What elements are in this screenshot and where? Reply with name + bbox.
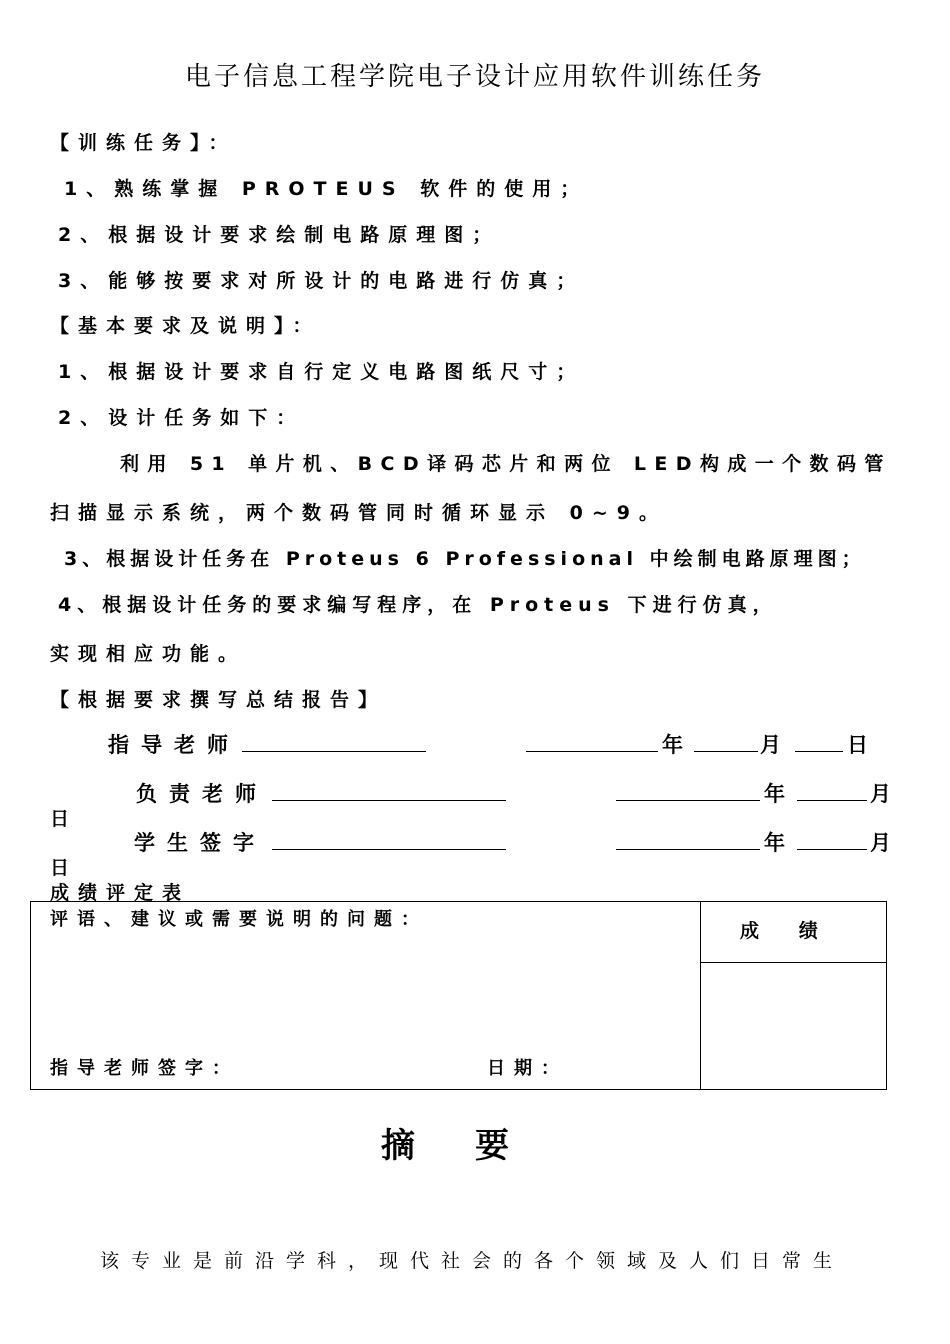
responsible-sign-line[interactable] <box>272 800 506 801</box>
advisor-year-line[interactable] <box>526 751 658 752</box>
advisor-sign-label: 指导老师签字： <box>50 1058 239 1079</box>
advisor-month-line[interactable] <box>694 751 758 752</box>
task-item-3: 3、能够按要求对所设计的电路进行仿真； <box>58 270 585 292</box>
responsible-year-label: 年 <box>764 782 785 806</box>
responsible-year-line[interactable] <box>616 800 760 801</box>
requirements-heading: 【基本要求及说明】： <box>50 315 321 337</box>
requirement-item-2: 2、设计任务如下： <box>58 407 305 429</box>
advisor-month-label: 月 <box>760 733 781 757</box>
requirement-item-3: 3、根据设计任务在 Proteus 6 Professional 中绘制电路原理图； <box>64 548 866 570</box>
task-item-1: 1、熟练掌握 PROTEUS 软件的使用； <box>64 178 589 200</box>
document-title: 电子信息工程学院电子设计应用软件训练任务 <box>184 62 765 92</box>
report-heading: 【根据要求撰写总结报告】 <box>50 689 387 711</box>
requirement-item-1: 1、根据设计要求自行定义电路图纸尺寸； <box>58 361 585 383</box>
student-year-line[interactable] <box>616 849 760 850</box>
advisor-day-line[interactable] <box>795 751 843 752</box>
design-task-line-1: 利用 51 单片机、BCD译码芯片和两位 LED构成一个数码管 <box>120 453 892 475</box>
grade-table-title: 成绩评定表 <box>50 882 191 904</box>
responsible-label: 负责老师 <box>136 782 268 806</box>
responsible-day-label: 日 <box>50 808 70 830</box>
student-day-label: 日 <box>50 857 70 879</box>
comment-label: 评语、建议或需要说明的问题： <box>50 909 428 930</box>
student-month-line[interactable] <box>797 849 867 850</box>
student-year-label: 年 <box>764 831 785 855</box>
responsible-month-line[interactable] <box>797 800 867 801</box>
student-sign-line[interactable] <box>272 849 506 850</box>
grade-value-cell[interactable] <box>701 963 884 1087</box>
grade-label: 成 绩 <box>740 920 818 942</box>
task-item-2: 2、根据设计要求绘制电路原理图； <box>58 224 501 246</box>
abstract-first-line: 该专业是前沿学科，现代社会的各个领域及人们日常生 <box>100 1250 845 1272</box>
advisor-year-label: 年 <box>662 733 683 757</box>
student-month-label: 月 <box>870 831 891 855</box>
requirement-item-4-line-1: 4、根据设计任务的要求编写程序，在 Proteus 下进行仿真， <box>58 594 778 616</box>
date-label: 日期： <box>487 1058 568 1079</box>
abstract-title: 摘要 <box>381 1126 569 1166</box>
student-label: 学生签字 <box>134 831 266 855</box>
advisor-day-label: 日 <box>847 733 868 757</box>
training-tasks-heading: 【训练任务】： <box>50 132 237 154</box>
advisor-sign-line[interactable] <box>242 751 426 752</box>
design-task-line-2: 扫描显示系统，两个数码管同时循环显示 0~9。 <box>50 502 667 524</box>
responsible-month-label: 月 <box>870 782 891 806</box>
advisor-label: 指导老师 <box>108 733 240 757</box>
requirement-item-4-line-2: 实现相应功能。 <box>50 643 247 665</box>
